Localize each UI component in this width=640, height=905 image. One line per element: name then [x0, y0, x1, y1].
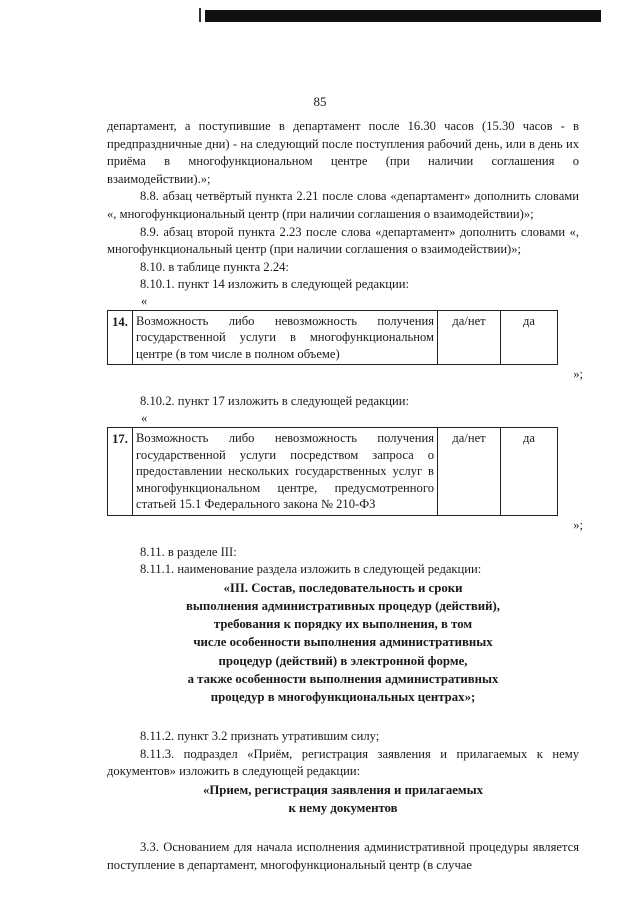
- paragraph-8-10-2: 8.10.2. пункт 17 изложить в следующей редакции:: [140, 394, 409, 409]
- table-item-14: [107, 310, 558, 366]
- page-number: 85: [313, 94, 327, 109]
- table-cell-yes-no: да/нет: [438, 310, 501, 365]
- paragraph-8-9: 8.9. абзац второй пункта 2.23 после слова «департамент» дополнить словами «, многофункциональный центр (при наличии соглашения о взаимодействии)»;: [107, 224, 579, 257]
- paragraph-8-10-1: 8.10.1. пункт 14 изложить в следующей редакции:: [140, 277, 409, 292]
- quote-close-1: »;: [573, 367, 583, 382]
- scan-artifact-bar: [205, 10, 601, 22]
- heading-line: процедур (действий) в электронной форме,: [218, 653, 468, 668]
- quote-open-2: «: [141, 411, 148, 426]
- heading-line: «III. Состав, последовательность и сроки: [223, 580, 463, 595]
- paragraph-8-10: 8.10. в таблице пункта 2.24:: [140, 259, 289, 274]
- heading-line: требования к порядку их выполнения, в том: [213, 617, 473, 632]
- heading-line: выполнения административных процедур (действий),: [186, 598, 500, 613]
- table-cell-description: Возможность либо невозможность получения государственной услуги посредством запроса о предоставлении нескольких государственных услуг в многофункциональном центре, предусмотренного статьей 15.1 Федерального закона № 210-ФЗ: [133, 428, 438, 516]
- table-cell-yes-no: да/нет: [438, 428, 501, 516]
- table-row: [108, 310, 558, 365]
- section-heading-iii: [107, 579, 579, 706]
- paragraph-8-11-3: 8.11.3. подраздел «Приём, регистрация заявления и прилагаемых к нему документов» изложить в следующей редакции:: [107, 746, 579, 779]
- paragraph-continuation: департамент, а поступившие в департамент после 16.30 часов (15.30 часов - в предпраздничные дни) - на следующий после поступления рабочий день, или в день их приёма в многофункциональном центре (при наличии соглашения о взаимодействии).»;: [107, 119, 579, 186]
- table-cell-value: да: [501, 428, 558, 516]
- subsection-heading: [107, 781, 579, 817]
- table-cell-value: да: [501, 310, 558, 365]
- spacer: [107, 706, 579, 728]
- spacer: [107, 534, 579, 544]
- table-item-17: [107, 427, 558, 516]
- table-row: [108, 428, 558, 516]
- table-cell-description: Возможность либо невозможность получения государственной услуги в многофункциональном центре (в том числе в полном объеме): [133, 310, 438, 365]
- paragraph-8-11-2: 8.11.2. пункт 3.2 признать утратившим силу;: [140, 729, 380, 744]
- heading-line: к нему документов: [288, 801, 398, 816]
- spacer: [107, 383, 579, 393]
- paragraph-8-8: 8.8. абзац четвёртый пункта 2.21 после слова «департамент» дополнить словами «, многофункциональный центр (при наличии соглашения о взаимодействии)»;: [107, 189, 579, 221]
- table-cell-number: 17.: [108, 428, 133, 516]
- paragraph-8-11-1: 8.11.1. наименование раздела изложить в следующей редакции:: [140, 562, 482, 577]
- paragraph-8-11: 8.11. в разделе III:: [140, 544, 237, 559]
- heading-line: числе особенности выполнения административных: [193, 635, 493, 650]
- scan-artifact-tick: [199, 8, 201, 22]
- table-cell-number: 14.: [108, 310, 133, 365]
- heading-line: а также особенности выполнения административных: [187, 671, 499, 686]
- quote-open-1: «: [141, 293, 148, 308]
- heading-line: процедур в многофункциональных центрах»;: [210, 689, 476, 704]
- quote-close-2: »;: [573, 517, 583, 532]
- spacer: [107, 817, 579, 839]
- document-body: [107, 118, 583, 875]
- paragraph-3-3: 3.3. Основанием для начала исполнения административной процедуры является поступление в департамент, многофункциональный центр (в случае: [107, 840, 579, 872]
- heading-line: «Прием, регистрация заявления и прилагаемых: [202, 782, 484, 797]
